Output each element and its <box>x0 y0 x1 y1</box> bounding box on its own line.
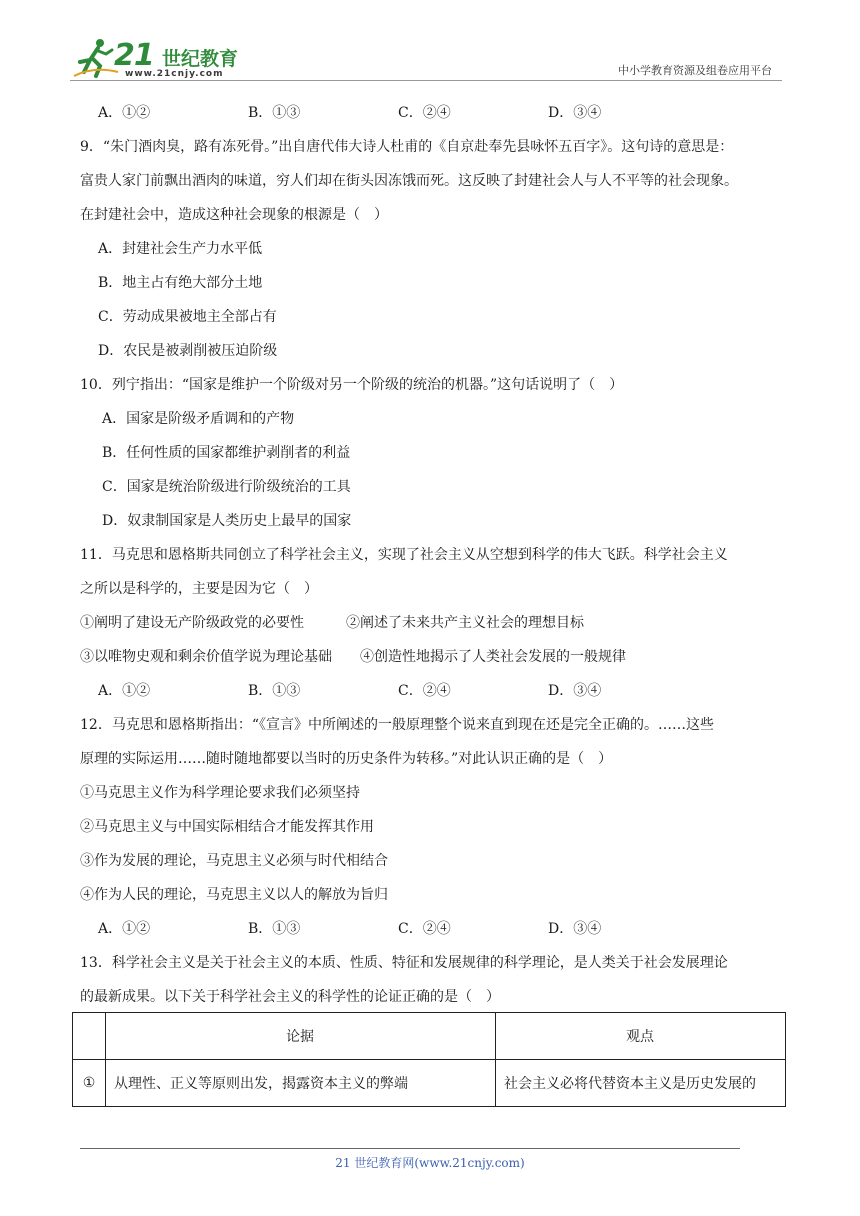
q12-stem-line: 12．马克思和恩格斯指出：“《宣言》中所阐述的一般原理整个说来直到现在还是完全正确的。……这些 <box>80 717 714 733</box>
q9-option-b: B．地主占有绝大部分土地 <box>98 275 263 291</box>
header-divider <box>70 80 782 81</box>
option-c: C．②④ <box>398 683 451 699</box>
q10-option-c: C．国家是统治阶级进行阶级统治的工具 <box>102 479 351 495</box>
q9-stem-line: 在封建社会中，造成这种社会现象的根源是（ ） <box>80 207 388 223</box>
page-header <box>70 36 782 84</box>
q12-statement-line: ③作为发展的理论，马克思主义必须与时代相结合 <box>80 853 388 869</box>
q10-option-b: B．任何性质的国家都维护剥削者的利益 <box>102 445 351 461</box>
q13-stem-line: 13．科学社会主义是关于社会主义的本质、性质、特征和发展规律的科学理论，是人类关于社会发展理论 <box>80 955 728 971</box>
exam-content <box>80 96 780 1014</box>
table-header-cell <box>73 1013 106 1060</box>
q9-option-d: D．农民是被剥削被压迫阶级 <box>98 343 278 359</box>
table-header-row <box>73 1013 786 1060</box>
option-d: D．③④ <box>548 921 602 937</box>
q12-options <box>80 912 780 946</box>
option-c: C．②④ <box>398 921 451 937</box>
table-header-cell: 观点 <box>496 1013 786 1060</box>
footer-divider <box>80 1148 740 1149</box>
q12-statement-line: ④作为人民的理论，马克思主义以人的解放为旨归 <box>80 887 388 903</box>
q12-statement-line: ②马克思主义与中国实际相结合才能发挥其作用 <box>80 819 374 835</box>
logo-number: 21 <box>114 38 154 73</box>
option-d: D．③④ <box>548 683 602 699</box>
table-cell: 社会主义必将代替资本主义是历史发展的 <box>496 1060 786 1107</box>
platform-name: 中小学教育资源及组卷应用平台 <box>618 64 772 77</box>
option-d: D．③④ <box>548 105 602 121</box>
q11-options <box>80 674 780 708</box>
q9-stem-line: 富贵人家门前飘出酒肉的味道，穷人们却在街头因冻饿而死。这反映了封建社会人与人不平等的社会现象。 <box>80 173 738 189</box>
footer-text: 21 世纪教育网(www.21cnjy.com) <box>335 1156 525 1170</box>
q11-statement-line: ①阐明了建设无产阶级政党的必要性 ②阐述了未来共产主义社会的理想目标 <box>80 615 584 631</box>
option-a: A．①② <box>98 683 151 699</box>
q11-statement-line: ③以唯物史观和剩余价值学说为理论基础 ④创造性地揭示了人类社会发展的一般规律 <box>80 649 626 665</box>
table-row <box>73 1060 786 1107</box>
table-cell: 从理性、正义等原则出发，揭露资本主义的弊端 <box>106 1060 496 1107</box>
q12-stem-line: 原理的实际运用……随时随地都要以当时的历史条件为转移。”对此认识正确的是（ ） <box>80 751 613 767</box>
option-b: B．①③ <box>248 683 301 699</box>
q10-option-d: D．奴隶制国家是人类历史上最早的国家 <box>102 513 352 529</box>
option-b: B．①③ <box>248 921 301 937</box>
logo <box>70 36 270 80</box>
q8-options <box>80 96 780 130</box>
option-a: A．①② <box>98 105 151 121</box>
q11-stem-line: 11．马克思和恩格斯共同创立了科学社会主义，实现了社会主义从空想到科学的伟大飞跃。科学社会主义 <box>80 547 728 563</box>
q9-option-a: A．封建社会生产力水平低 <box>98 241 263 257</box>
option-c: C．②④ <box>398 105 451 121</box>
q9-stem-line: 9．“朱门酒肉臭，路有冻死骨。”出自唐代伟大诗人杜甫的《自京赴奉先县咏怀五百字》。这句诗的意思是： <box>80 139 734 155</box>
q13-table <box>72 1012 786 1107</box>
table-cell: ① <box>73 1060 106 1107</box>
logo-name: 世纪教育 <box>162 48 239 70</box>
option-a: A．①② <box>98 921 151 937</box>
q11-stem-line: 之所以是科学的，主要是因为它（ ） <box>80 581 318 597</box>
runner-logo-icon <box>70 36 120 80</box>
logo-url: www.21cnjy.com <box>125 69 224 79</box>
option-b: B．①③ <box>248 105 301 121</box>
table-header-cell: 论据 <box>106 1013 496 1060</box>
q12-statement-line: ①马克思主义作为科学理论要求我们必须坚持 <box>80 785 360 801</box>
q9-option-c: C．劳动成果被地主全部占有 <box>98 309 277 325</box>
q13-stem-line: 的最新成果。以下关于科学社会主义的科学性的论证正确的是（ ） <box>80 989 500 1005</box>
q10-option-a: A．国家是阶级矛盾调和的产物 <box>102 411 295 427</box>
q10-stem: 10．列宁指出：“国家是维护一个阶级对另一个阶级的统治的机器。”这句话说明了（ ） <box>80 377 624 393</box>
